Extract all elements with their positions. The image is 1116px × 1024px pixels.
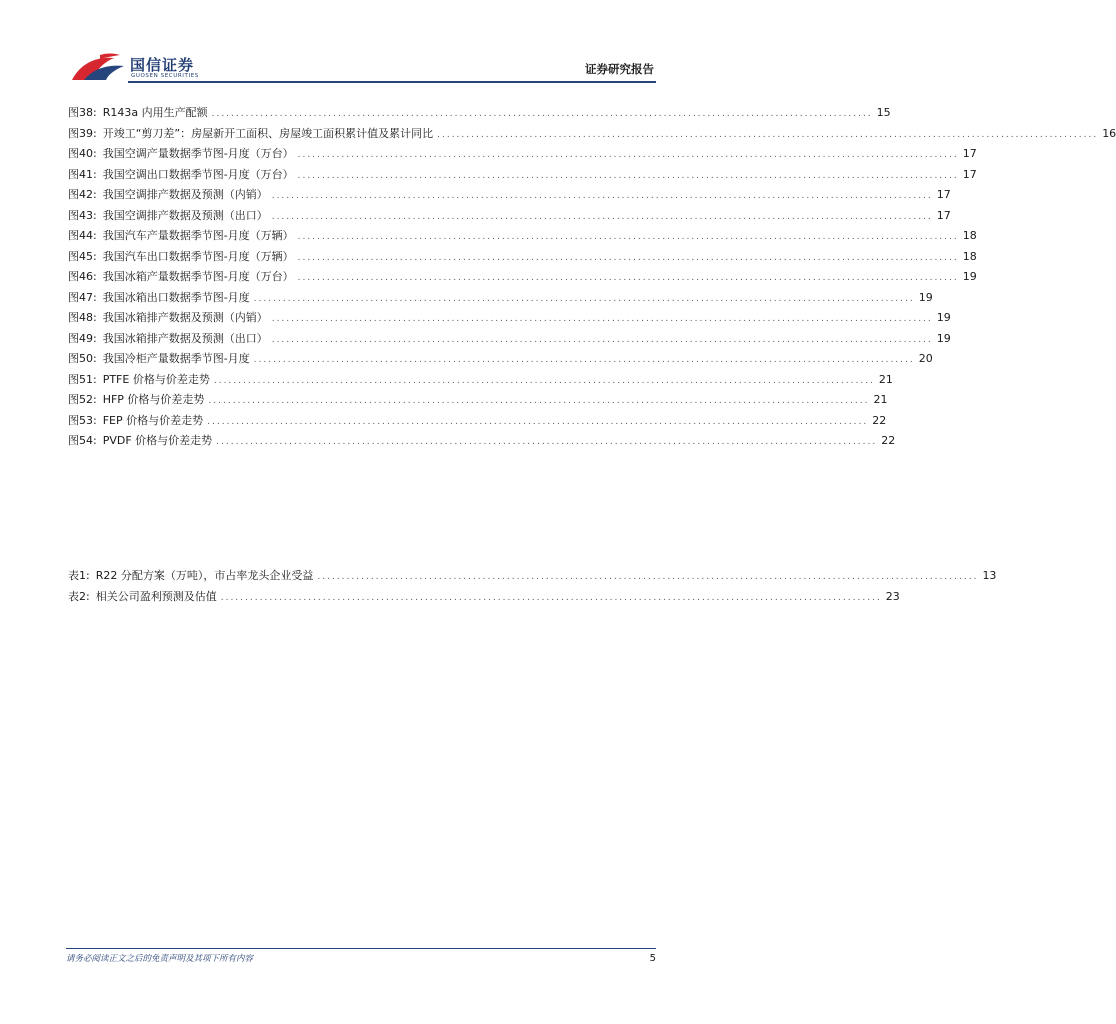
footer-divider	[66, 948, 656, 949]
toc-entry-label: 图44:	[68, 229, 97, 242]
toc-dot-leader: ........................................................................................................................................	[297, 252, 959, 263]
toc-entry-label: 表1:	[68, 569, 90, 582]
toc-dot-leader: ........................................................................................................................................	[213, 375, 875, 386]
page-number: 5	[649, 953, 656, 964]
toc-entry-page: 20	[918, 352, 933, 365]
toc-entry-figure-45[interactable]	[68, 248, 977, 269]
toc-dot-leader: ........................................................................................................................................	[208, 396, 870, 406]
toc-entry-label: 图52:	[68, 393, 97, 406]
toc-entry-page: 13	[982, 569, 997, 582]
toc-entry-title: 我国空调出口数据季节图-月度（万台）	[102, 167, 294, 181]
toc-entry-figure-44[interactable]	[68, 227, 977, 248]
logo-chinese-name: 国信证券	[130, 56, 195, 74]
toc-entry-label: 图46:	[68, 270, 97, 283]
toc-entry-page: 17	[936, 208, 951, 222]
toc-entry-page: 19	[936, 311, 951, 324]
toc-entry-figure-46[interactable]	[68, 268, 977, 289]
toc-entry-page: 17	[936, 188, 951, 201]
toc-dot-leader: ........................................................................................................................................	[271, 314, 933, 324]
toc-entry-page: 17	[962, 147, 977, 160]
toc-entry-title: 我国空调排产数据及预测（内销）	[102, 188, 268, 201]
toc-entry-label: 图43:	[68, 208, 97, 222]
toc-entry-page: 21	[878, 372, 893, 386]
toc-entry-title: 相关公司盈利预测及估值	[95, 589, 217, 603]
toc-entry-figure-50[interactable]	[68, 350, 933, 371]
toc-dot-leader: ........................................................................................................................................	[253, 355, 915, 365]
toc-entry-figure-48[interactable]	[68, 309, 951, 330]
toc-entry-figure-53[interactable]	[68, 412, 887, 433]
toc-entry-page: 19	[936, 331, 951, 345]
toc-entry-label: 图47:	[68, 290, 97, 304]
toc-dot-leader: ........................................................................................................................................	[253, 293, 915, 304]
toc-entry-title: 我国冰箱排产数据及预测（内销）	[102, 311, 268, 324]
toc-entry-page: 21	[873, 393, 888, 406]
header-divider	[128, 81, 656, 83]
toc-entry-page: 18	[962, 229, 977, 242]
toc-dot-leader: ........................................................................................................................................	[220, 592, 882, 603]
toc-entry-label: 图50:	[68, 352, 97, 365]
toc-dot-leader: ........................................................................................................................................	[271, 334, 933, 345]
toc-entry-title: PTFE 价格与价差走势	[102, 372, 210, 386]
toc-entry-title: 我国冰箱排产数据及预测（出口）	[102, 331, 268, 345]
guosen-logo	[70, 52, 210, 84]
toc-dot-leader: ........................................................................................................................................	[297, 232, 959, 242]
toc-dot-leader: ........................................................................................................................................	[207, 416, 869, 427]
toc-entry-figure-54[interactable]	[68, 432, 896, 453]
toc-entry-label: 图48:	[68, 311, 97, 324]
toc-entry-title: 我国空调产量数据季节图-月度（万台）	[102, 147, 294, 160]
toc-entry-page: 19	[962, 270, 977, 283]
toc-entry-page: 15	[876, 106, 891, 119]
toc-entry-title: 我国空调排产数据及预测（出口）	[102, 208, 268, 222]
toc-entry-title: 我国冰箱产量数据季节图-月度（万台）	[102, 270, 294, 283]
toc-dot-leader: ........................................................................................................................................	[297, 150, 959, 160]
footer-disclaimer: 请务必阅读正文之后的免责声明及其项下所有内容	[66, 954, 254, 964]
toc-entry-title: 开竣工“剪刀差”：房屋新开工面积、房屋竣工面积累计值及累计同比	[102, 126, 434, 140]
toc-entry-title: 我国汽车出口数据季节图-月度（万辆）	[102, 249, 294, 263]
toc-entry-label: 图39:	[68, 126, 97, 140]
toc-entry-page: 23	[885, 589, 900, 603]
toc-entry-figure-40[interactable]	[68, 145, 977, 166]
toc-entry-figure-49[interactable]	[68, 330, 951, 351]
toc-dot-leader: ........................................................................................................................................	[271, 211, 933, 222]
toc-entry-title: 我国冷柜产量数据季节图-月度	[102, 352, 250, 365]
toc-entry-label: 图54:	[68, 434, 97, 447]
toc-entry-figure-38[interactable]	[68, 104, 891, 125]
page-header	[66, 50, 656, 82]
toc-entry-figure-42[interactable]	[68, 186, 951, 207]
toc-entry-table-1[interactable]	[68, 567, 997, 588]
toc-entry-label: 图51:	[68, 372, 97, 386]
toc-entry-title: PVDF 价格与价差走势	[102, 434, 213, 447]
guosen-logo-mark-icon	[70, 52, 128, 82]
toc-entry-figure-51[interactable]	[68, 371, 893, 392]
toc-entry-page: 22	[881, 434, 896, 447]
toc-dot-leader: ........................................................................................................................................	[437, 129, 1099, 140]
toc-entry-label: 图49:	[68, 331, 97, 345]
toc-entry-figure-41[interactable]	[68, 166, 977, 187]
toc-dot-leader: ........................................................................................................................................	[271, 191, 933, 201]
toc-entry-page: 18	[962, 249, 977, 263]
toc-entry-page: 16	[1102, 126, 1116, 140]
toc-entry-label: 图41:	[68, 167, 97, 181]
toc-entry-table-2[interactable]	[68, 588, 900, 609]
toc-entry-page: 19	[918, 290, 933, 304]
toc-entry-label: 图42:	[68, 188, 97, 201]
toc-entry-figure-43[interactable]	[68, 207, 951, 228]
toc-entry-label: 图38:	[68, 106, 97, 119]
toc-entry-label: 表2:	[68, 589, 90, 603]
toc-dot-leader: ........................................................................................................................................	[297, 170, 959, 181]
figure-index-list	[68, 104, 1116, 453]
table-index-list	[68, 567, 997, 608]
toc-entry-title: 我国冰箱出口数据季节图-月度	[102, 290, 250, 304]
toc-entry-title: HFP 价格与价差走势	[102, 393, 205, 406]
toc-entry-page: 22	[872, 413, 887, 427]
toc-entry-title: FEP 价格与价差走势	[102, 413, 204, 427]
toc-entry-title: R143a 内用生产配额	[102, 106, 208, 119]
toc-entry-figure-39[interactable]	[68, 125, 1116, 146]
report-type-label: 证券研究报告	[585, 62, 654, 76]
toc-entry-figure-47[interactable]	[68, 289, 933, 310]
logo-english-name: GUOSEN SECURITIES	[131, 73, 199, 79]
toc-entry-label: 图53:	[68, 413, 97, 427]
toc-entry-title: 我国汽车产量数据季节图-月度（万辆）	[102, 229, 294, 242]
toc-entry-figure-52[interactable]	[68, 391, 888, 412]
toc-entry-label: 图40:	[68, 147, 97, 160]
toc-dot-leader: ........................................................................................................................................	[297, 273, 959, 283]
toc-entry-title: R22 分配方案（万吨），市占率龙头企业受益	[95, 569, 314, 582]
toc-dot-leader: ........................................................................................................................................	[317, 572, 979, 582]
toc-dot-leader: ........................................................................................................................................	[211, 109, 873, 119]
toc-entry-label: 图45:	[68, 249, 97, 263]
toc-entry-page: 17	[962, 167, 977, 181]
toc-dot-leader: ........................................................................................................................................	[216, 437, 878, 447]
